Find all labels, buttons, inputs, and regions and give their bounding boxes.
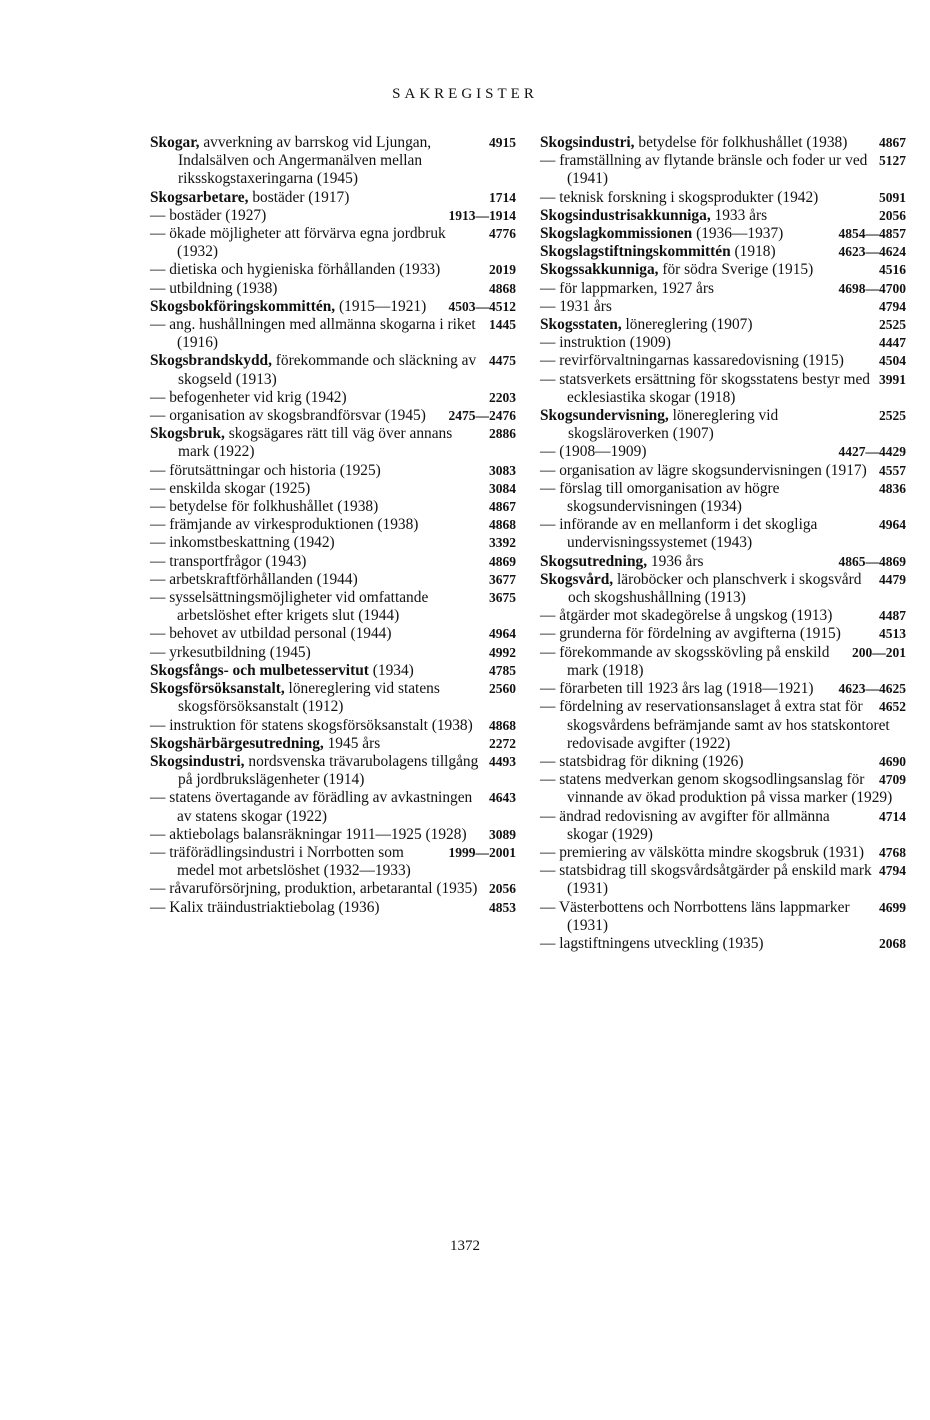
entry-headword: Skogsindustrisakkunniga, (540, 206, 711, 224)
page-reference: 3675 (489, 590, 516, 606)
entry-text: — instruktion för statens skogsförsöksanstalt (1938) (150, 716, 473, 734)
entry-text: — främjande av virkesproduktionen (1938) (150, 516, 419, 534)
index-entry (540, 698, 906, 753)
index-entry (540, 516, 906, 552)
index-entry (150, 352, 516, 388)
entry-text: — statsbidrag för dikning (1926) (540, 752, 744, 770)
entry-text: — ang. hushållningen med allmänna skogarna i riket (1916) (150, 316, 476, 352)
index-entry (150, 298, 516, 316)
index-entry (150, 644, 516, 662)
page-reference: 3392 (489, 535, 516, 551)
page-reference: 4690 (879, 753, 906, 769)
page-reference: 4698—4700 (838, 280, 906, 296)
entry-text: — statens övertagande av förädling av avkastningen av statens skogar (1922) (150, 789, 473, 825)
entry-headword: Skogsutredning, (540, 552, 648, 570)
index-entry (150, 625, 516, 643)
index-entry (150, 280, 516, 298)
page-reference: 4503—4512 (448, 298, 516, 314)
page-reference: 4992 (489, 644, 516, 660)
entry-text: — råvaruförsörjning, produktion, arbetarantal (1935) (150, 880, 478, 898)
page-reference: 4714 (879, 808, 906, 824)
index-entry (150, 899, 516, 917)
index-entry (150, 553, 516, 571)
entry-text: — åtgärder mot skadegörelse å ungskog (1913) (540, 607, 833, 625)
entry-text: — inkomstbeskattning (1942) (150, 534, 335, 552)
entry-text: — arbetskraftförhållanden (1944) (150, 570, 358, 588)
index-entry (150, 316, 516, 352)
index-entry (540, 935, 906, 953)
entry-headword: Skogar, (150, 134, 200, 151)
page-reference: 200—201 (852, 644, 906, 660)
index-entry (540, 134, 906, 152)
page-reference: 4868 (489, 517, 516, 533)
entry-text: 1936 års (647, 552, 704, 570)
page-reference: 3089 (489, 826, 516, 842)
entry-headword: Skogsstaten, (540, 316, 622, 334)
index-entry (540, 334, 906, 352)
entry-text: — grunderna för fördelning av avgifterna (1915) (540, 625, 841, 643)
entry-text: förekommande och släckning av skogseld (1913) (178, 352, 477, 388)
entry-headword: Skogshärbärgesutredning, (150, 734, 324, 752)
entry-text: betydelse för folkhushållet (1938) (634, 134, 848, 151)
index-entry (540, 298, 906, 316)
index-entry (540, 225, 906, 243)
page-reference: 2525 (879, 317, 906, 333)
index-entry (150, 189, 516, 207)
page-reference: 2886 (489, 426, 516, 442)
index-column-left (150, 134, 516, 917)
page-reference: 4623—4624 (838, 244, 906, 260)
index-entry (150, 425, 516, 461)
entry-text: — behovet av utbildad personal (1944) (150, 625, 392, 643)
page-reference: 4964 (489, 626, 516, 642)
entry-text: — dietiska och hygieniska förhållanden (1933) (150, 261, 441, 279)
page-reference: 4557 (879, 462, 906, 478)
page-reference: 2475—2476 (448, 408, 516, 424)
page-reference: 4964 (879, 517, 906, 533)
entry-text: nordsvenska trävarubolagens tillgång på jordbrukslägenheter (1914) (178, 752, 479, 789)
page-reference: 1913—1914 (448, 207, 516, 223)
page-reference: 4447 (879, 335, 906, 351)
page-reference: 3084 (489, 480, 516, 496)
entry-headword: Skogsvård, (540, 570, 614, 588)
entry-text: — ändrad redovisning av avgifter för allmänna skogar (1929) (540, 807, 830, 843)
index-entry (540, 644, 906, 680)
entry-text: — förutsättningar och historia (1925) (150, 461, 381, 479)
entry-text: (1915—1921) (335, 297, 427, 315)
page-reference: 4867 (489, 499, 516, 515)
index-entry (150, 480, 516, 498)
index-entry (540, 443, 906, 461)
entry-text: — yrkesutbildning (1945) (150, 643, 311, 661)
page-reference: 1999—2001 (448, 844, 516, 860)
page-reference: 2203 (489, 389, 516, 405)
index-entry (540, 352, 906, 370)
entry-text: — Västerbottens och Norrbottens läns lappmarker (1931) (540, 898, 850, 934)
entry-text: — sysselsättningsmöjligheter vid omfattande arbetslöshet efter krigets slut (1944) (150, 589, 429, 625)
page-reference: 4623—4625 (838, 681, 906, 697)
entry-text: — statsbidrag till skogsvårdsåtgärder på enskild mark (1931) (540, 862, 872, 898)
index-entry (150, 498, 516, 516)
index-entry (540, 607, 906, 625)
entry-text: — teknisk forskning i skogsprodukter (1942) (540, 188, 819, 206)
entry-headword: Skogslagstiftningskommittén (540, 243, 731, 261)
entry-text: — transportfrågor (1943) (150, 552, 307, 570)
entry-text: (1936—1937) (692, 225, 784, 243)
entry-headword: Skogsindustri, (150, 752, 245, 770)
page-reference: 2560 (489, 681, 516, 697)
entry-text: — premiering av välskötta mindre skogsbruk (1931) (540, 843, 864, 861)
index-entry (540, 371, 906, 407)
entry-text: (1934) (368, 661, 414, 679)
entry-headword: Skogsbruk, (150, 425, 225, 443)
index-entry (150, 717, 516, 735)
page-reference: 4785 (489, 662, 516, 678)
index-entry (150, 462, 516, 480)
page-reference: 3991 (879, 371, 906, 387)
index-entry (150, 753, 516, 789)
index-entry (150, 680, 516, 716)
entry-text: lönereglering (1907) (621, 316, 753, 334)
page-reference: 4836 (879, 480, 906, 496)
page-reference: 4487 (879, 608, 906, 624)
entry-headword: Skogsarbetare, (150, 188, 249, 206)
index-entry (540, 280, 906, 298)
index-entry (540, 207, 906, 225)
index-entry (150, 789, 516, 825)
index-entry (540, 316, 906, 334)
index-entry (540, 862, 906, 898)
entry-text: — organisation av skogsbrandförsvar (1945) (150, 407, 426, 425)
entry-text: — 1931 års (540, 297, 612, 315)
page-reference: 4853 (489, 899, 516, 915)
entry-text: — ökade möjligheter att förvärva egna jordbruk (1932) (150, 225, 446, 261)
index-entry (150, 225, 516, 261)
page-reference: 5091 (879, 189, 906, 205)
entry-text: — enskilda skogar (1925) (150, 479, 311, 497)
index-entry (150, 880, 516, 898)
page-reference: 4504 (879, 353, 906, 369)
page-reference: 4768 (879, 844, 906, 860)
entry-headword: Skogsindustri, (540, 134, 635, 151)
entry-text: — befogenheter vid krig (1942) (150, 388, 347, 406)
index-entry (540, 189, 906, 207)
index-entry (150, 826, 516, 844)
index-entry (540, 680, 906, 698)
page-reference: 4513 (879, 626, 906, 642)
entry-headword: Skogsförsöksanstalt, (150, 680, 285, 698)
index-entry (540, 407, 906, 443)
page-reference: 4869 (489, 553, 516, 569)
entry-text: — instruktion (1909) (540, 334, 671, 352)
entry-text: — bostäder (1927) (150, 206, 267, 224)
entry-text: — förekommande av skogsskövling på enskild mark (1918) (540, 643, 830, 679)
entry-text: — (1908—1909) (540, 443, 647, 461)
page-reference: 4776 (489, 226, 516, 242)
index-entry (150, 516, 516, 534)
page-reference: 1714 (489, 189, 516, 205)
page-reference: 2056 (489, 881, 516, 897)
page-reference: 4427—4429 (838, 444, 906, 460)
page-reference: 3677 (489, 571, 516, 587)
index-entry (150, 407, 516, 425)
page-reference: 2068 (879, 935, 906, 951)
entry-text: — förarbeten till 1923 års lag (1918—1921) (540, 680, 814, 698)
entry-text: — framställning av flytande bränsle och foder ur ved (1941) (540, 152, 868, 188)
index-entry (150, 571, 516, 589)
entry-text: bostäder (1917) (248, 188, 350, 206)
entry-text: — statsverkets ersättning för skogsstatens bestyr med ecklesiastika skogar (1918) (540, 370, 870, 406)
entry-text: — organisation av lägre skogsundervisningen (1917) (540, 461, 867, 479)
index-entry (150, 662, 516, 680)
index-entry (540, 261, 906, 279)
entry-text: — lagstiftningens utveckling (1935) (540, 934, 764, 952)
index-column-right (540, 134, 906, 953)
index-entry (150, 134, 516, 189)
entry-headword: Skogsbokföringskommittén, (150, 297, 336, 315)
index-entry (150, 589, 516, 625)
entry-text: — statens medverkan genom skogsodlingsanslag för vinnande av ökad produktion på vissa marker (1929) (540, 771, 893, 807)
running-head: SAKREGISTER (392, 86, 538, 102)
entry-text: lönereglering vid skogsläroverken (1907) (568, 407, 779, 443)
index-entry (540, 844, 906, 862)
index-entry (540, 899, 906, 935)
entry-text: 1933 års (710, 206, 768, 224)
entry-text: för södra Sverige (1915) (658, 261, 814, 279)
page-reference: 4794 (879, 863, 906, 879)
index-entry (150, 534, 516, 552)
page-reference: 2056 (879, 207, 906, 223)
index-entry (150, 261, 516, 279)
entry-text: avverkning av barrskog vid Ljungan, Indalsälven och Angermanälven mellan riksskogstaxeringarna (1945) (178, 134, 432, 188)
entry-text: — införande av en mellanform i det skogliga undervisningssystemet (1943) (540, 516, 818, 552)
index-entry (540, 808, 906, 844)
entry-text: (1918) (730, 243, 776, 261)
entry-headword: Skogsfångs- och mulbetesservitut (150, 661, 369, 679)
entry-text: — revirförvaltningarnas kassaredovisning (1915) (540, 352, 844, 370)
page-reference: 2525 (879, 408, 906, 424)
page-reference: 5127 (879, 153, 906, 169)
page-reference: 4709 (879, 772, 906, 788)
entry-text: — fördelning av reservationsanslaget å extra stat för skogsvårdens befrämjande samt av hos statskontoret redovisade avgifter (1922) (540, 698, 890, 752)
index-entry (150, 207, 516, 225)
index-entry (540, 771, 906, 807)
page-number: 1372 (450, 1238, 480, 1254)
entry-headword: Skogsbrandskydd, (150, 352, 272, 370)
index-entry (540, 753, 906, 771)
page-reference: 3083 (489, 462, 516, 478)
entry-text: — träförädlingsindustri i Norrbotten som medel mot arbetslöshet (1932—1933) (150, 843, 411, 880)
index-entry (540, 480, 906, 516)
page-reference: 4868 (489, 280, 516, 296)
entry-text: 1945 års (323, 734, 381, 752)
index-entry (150, 844, 516, 880)
entry-headword: Skogslagkommissionen (540, 225, 693, 243)
index-entry (540, 152, 906, 188)
entry-text: skogsägares rätt till väg över annans mark (1922) (178, 425, 453, 461)
page-reference: 4699 (879, 899, 906, 915)
entry-headword: Skogsundervisning, (540, 407, 669, 425)
entry-text: — Kalix träindustriaktiebolag (1936) (150, 898, 380, 916)
page-reference: 4643 (489, 790, 516, 806)
index-entry (540, 553, 906, 571)
entry-text: läroböcker och planschverk i skogsvård och skogshushållning (1913) (568, 570, 862, 607)
page-reference: 4867 (879, 135, 906, 150)
index-entry (150, 389, 516, 407)
index-entry (540, 571, 906, 607)
page-reference: 4794 (879, 298, 906, 314)
page-reference: 4854—4857 (838, 226, 906, 242)
entry-text: — betydelse för folkhushållet (1938) (150, 498, 379, 516)
page-reference: 2272 (489, 735, 516, 751)
page-reference: 4475 (489, 353, 516, 369)
page-reference: 4865—4869 (838, 553, 906, 569)
entry-text: — förslag till omorganisation av högre skogsundervisningen (1934) (540, 479, 780, 516)
index-entry (150, 735, 516, 753)
entry-text: — aktiebolags balansräkningar 1911—1925 (1928) (150, 825, 467, 843)
index-entry (540, 243, 906, 261)
index-entry (540, 462, 906, 480)
entry-text: — för lappmarken, 1927 års (540, 279, 714, 297)
entry-text: lönereglering vid statens skogsförsöksanstalt (1912) (178, 680, 440, 716)
page-reference: 1445 (489, 317, 516, 333)
index-entry (540, 625, 906, 643)
page-reference: 4479 (879, 571, 906, 587)
page-reference: 4493 (489, 753, 516, 769)
page-reference: 4516 (879, 262, 906, 278)
page-reference: 2019 (489, 262, 516, 278)
page-reference: 4652 (879, 699, 906, 715)
entry-headword: Skogssakkunniga, (540, 261, 659, 279)
page-reference: 4915 (489, 135, 516, 150)
page-reference: 4868 (489, 717, 516, 733)
entry-text: — utbildning (1938) (150, 279, 278, 297)
